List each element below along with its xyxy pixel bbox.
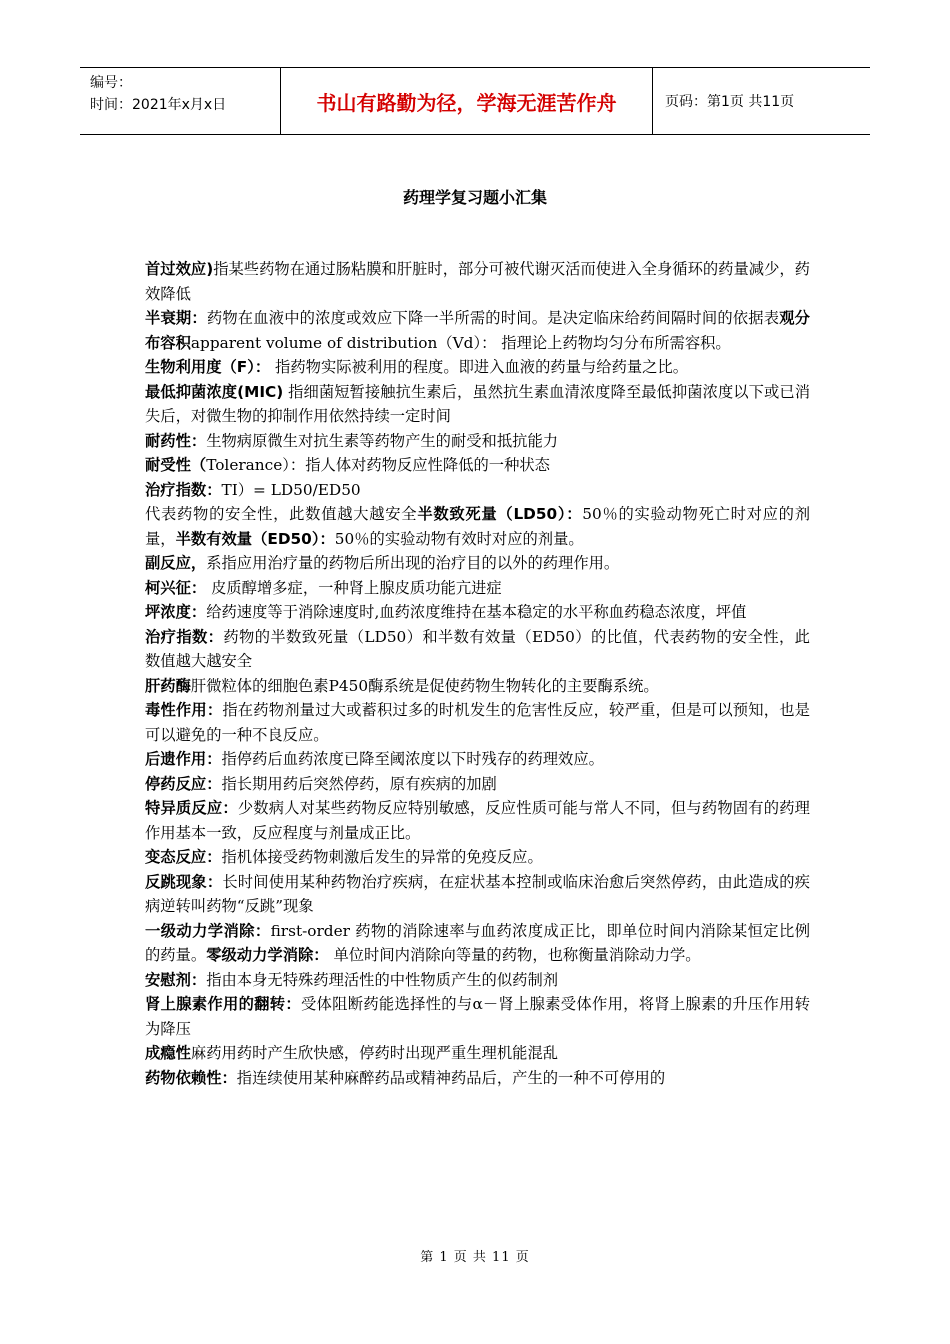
definition-paragraph	[145, 968, 810, 993]
definition-text: 给药速度等于消除速度时,血药浓度维持在基本稳定的水平称血药稳态浓度，坪值	[206, 603, 747, 621]
term-label: 生物利用度（F）：	[145, 358, 271, 376]
definition-text: 代表药物的安全性，此数值越大越安全	[145, 505, 418, 523]
definition-text: 指细菌短暂接触抗生素后，虽然抗生素血清浓度降至最低抑菌浓度以下或已消失后，对微生物的抑制作用依然持续一定时间	[145, 382, 810, 425]
definition-paragraph	[145, 1066, 810, 1091]
definition-text: 指药物实际被利用的程度。即进入血液的药量与给药量之比。	[270, 358, 689, 376]
term-label: 观分布容积	[145, 309, 810, 352]
term-label: 首过效应)	[145, 260, 214, 278]
term-label: 安慰剂：	[145, 970, 207, 989]
header-page-code: 页码：第1页 共11页	[665, 94, 795, 110]
definition-text: 指长期用药后突然停药，原有疾病的加剧	[221, 774, 497, 793]
term-label: 停药反应：	[145, 774, 222, 793]
definition-text: TI）= LD50/ED50	[221, 480, 361, 499]
page-header	[80, 67, 870, 135]
term-label: 零级动力学消除：	[206, 946, 329, 964]
document-body	[145, 257, 810, 1090]
definition-paragraph	[145, 306, 810, 355]
term-label: 治疗指数：	[145, 627, 224, 646]
definition-paragraph	[145, 698, 810, 747]
definition-paragraph	[145, 502, 810, 551]
definition-paragraph	[145, 478, 810, 503]
definition-paragraph	[145, 870, 810, 919]
term-label: 肝药酶	[145, 676, 191, 695]
definition-text: 指在药物剂量过大或蓄积过多的时机发生的危害性反应，较严重，但是可以预知，也是可以避免的一种不良反应。	[145, 701, 810, 744]
term-label: 副反应，	[145, 554, 207, 572]
term-label: 半数致死量（LD50）：	[417, 505, 583, 523]
term-label: 变态反应：	[145, 848, 222, 866]
definition-text: 药物的半数致死量（LD50）和半数有效量（ED50）的比值，代表药物的安全性，此数值越大越安全	[145, 627, 810, 670]
term-label: 反跳现象：	[145, 872, 223, 891]
term-label: 柯兴征：	[145, 578, 207, 597]
definition-paragraph	[145, 576, 810, 601]
definition-paragraph	[145, 355, 810, 380]
header-left-cell	[80, 68, 280, 134]
term-label: 毒性作用：	[145, 701, 223, 719]
definition-text: Tolerance）：指人体对药物反应性降低的一种状态	[206, 456, 550, 474]
definition-text: 系指应用治疗量的药物后所出现的治疗目的以外的药理作用。	[206, 554, 620, 572]
definition-text: 药物在血液中的浓度或效应下降一半所需的时间。是决定临床给药间隔时间的依据表	[206, 309, 780, 327]
term-label: 治疗指数：	[145, 480, 222, 499]
document-title: 药理学复习题小汇集	[402, 188, 547, 207]
term-label: 最低抑菌浓度(MIC)	[145, 382, 284, 401]
definition-text: 指机体接受药物刺激后发生的异常的免疫反应。	[221, 848, 543, 866]
term-label: 耐药性：	[145, 431, 207, 450]
definition-text: 指停药后血药浓度已降至阈浓度以下时残存的药理效应。	[221, 750, 604, 768]
term-label: 一级动力学消除：	[145, 921, 271, 940]
term-label: 半衰期：	[145, 309, 207, 327]
definition-paragraph	[145, 453, 810, 478]
definition-paragraph	[145, 380, 810, 429]
definition-paragraph	[145, 747, 810, 772]
term-label: 成瘾性	[145, 1044, 191, 1062]
definition-text: 50％的实验动物有效时对应的剂量。	[334, 529, 584, 548]
term-label: 肾上腺素作用的翻转：	[145, 995, 301, 1013]
document-code-label: 编号：	[90, 75, 132, 91]
definition-paragraph	[145, 772, 810, 797]
term-label: 后遗作用：	[145, 750, 222, 768]
definition-text: 受体阻断药能选择性的与α－肾上腺素受体作用，将肾上腺素的升压作用转为降压	[145, 995, 810, 1038]
definition-text: 皮质醇增多症，一种肾上腺皮质功能亢进症	[206, 578, 502, 597]
definition-paragraph	[145, 551, 810, 576]
term-label: 坪浓度：	[145, 603, 207, 621]
definition-paragraph	[145, 257, 810, 306]
definition-text: 单位时间内消除向等量的药物，也称衡量消除动力学。	[328, 946, 701, 964]
definition-paragraph	[145, 674, 810, 699]
term-label: 特异质反应：	[145, 799, 238, 817]
definition-paragraph	[145, 992, 810, 1041]
page-footer: 第 1 页 共 11 页	[420, 1250, 530, 1265]
definition-text: 指由本身无特殊药理活性的中性物质产生的似药制剂	[206, 970, 559, 989]
definition-text: 50％的实验动物死亡时对应的剂量，	[145, 505, 810, 548]
header-right-cell	[653, 68, 870, 134]
definition-paragraph	[145, 429, 810, 454]
definition-text: 麻药用药时产生欣快感，停药时出现严重生理机能混乱	[190, 1044, 559, 1062]
term-label: 耐受性（	[145, 456, 207, 474]
definition-paragraph	[145, 600, 810, 625]
definition-text: 指连续使用某种麻醉药品或精神药品后，产生的一种不可停用的	[236, 1068, 666, 1087]
term-label: 半数有效量（ED50）：	[175, 529, 335, 548]
document-date: 时间：2021年x月x日	[90, 97, 227, 113]
definition-text: 肝微粒体的细胞色素P450酶系统是促使药物生物转化的主要酶系统。	[190, 676, 659, 695]
definition-paragraph	[145, 1041, 810, 1066]
definition-paragraph	[145, 919, 810, 968]
header-slogan-cell	[280, 68, 653, 134]
definition-text: first-order 药物的消除速率与血药浓度成正比，即单位时间内消除某恒定比例的药量。	[145, 921, 810, 964]
definition-paragraph	[145, 796, 810, 845]
header-slogan: 书山有路勤为径，学海无涯苦作舟	[316, 90, 617, 115]
definition-text: 生物病原微生对抗生素等药物产生的耐受和抵抗能力	[206, 431, 559, 450]
definition-text: apparent volume of distribution（Vd）： 指理论上药物均匀分布所需容积。	[190, 333, 731, 352]
definition-text: 指某些药物在通过肠粘膜和肝脏时，部分可被代谢灭活而使进入全身循环的药量减少，药效降低	[145, 260, 810, 303]
definition-text: 长时间使用某种药物治疗疾病，在症状基本控制或临床治愈后突然停药，由此造成的疾病逆转叫药物“反跳”现象	[145, 872, 810, 915]
term-label: 药物依赖性：	[145, 1068, 237, 1087]
definition-text: 少数病人对某些药物反应特别敏感，反应性质可能与常人不同，但与药物固有的药理作用基本一致，反应程度与剂量成正比。	[145, 799, 810, 842]
definition-paragraph	[145, 625, 810, 674]
definition-paragraph	[145, 845, 810, 870]
